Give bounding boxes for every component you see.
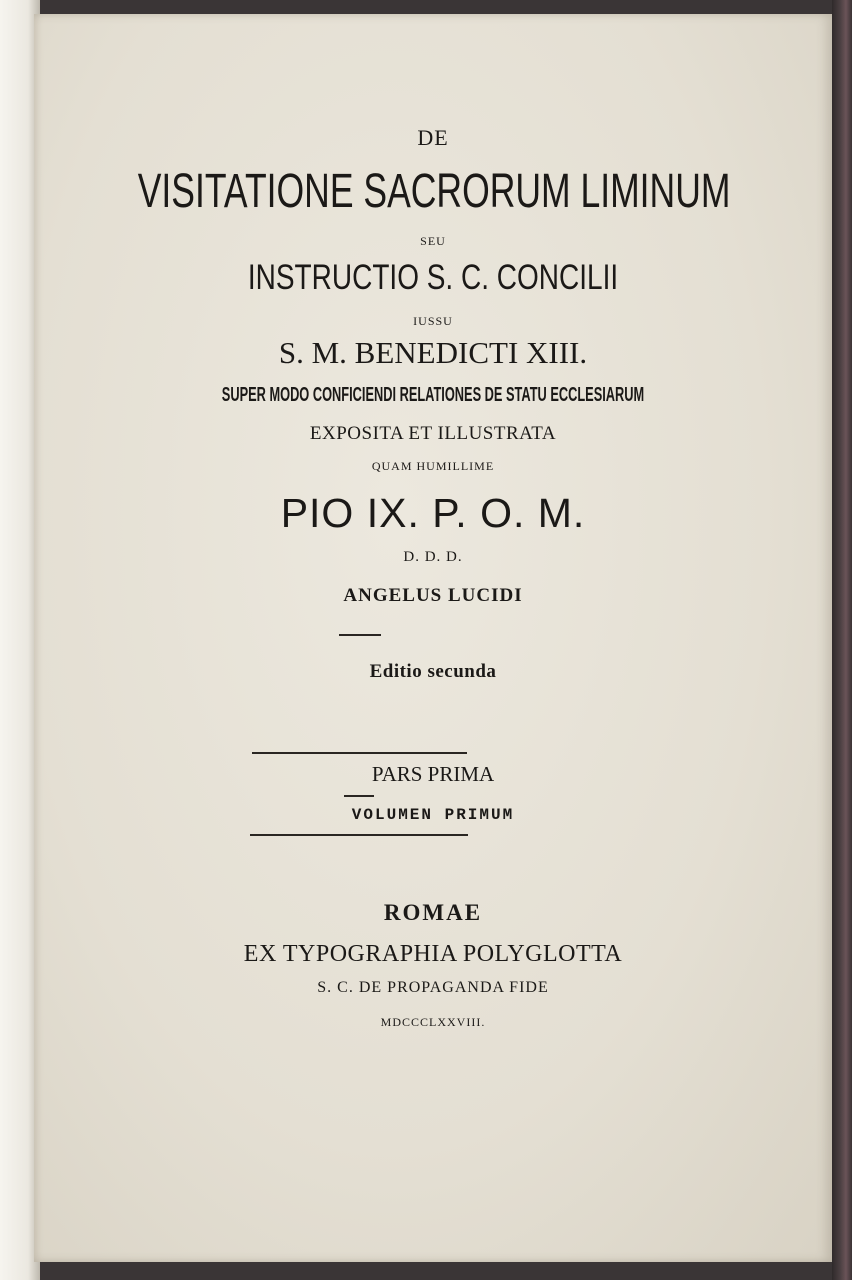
dedicatee-line: PIO IX. P. O. M. — [280, 490, 586, 536]
title-de: DE — [417, 125, 449, 150]
press-sub-line: S. C. DE PROPAGANDA FIDE — [317, 979, 549, 996]
rule-above-pars — [252, 752, 467, 754]
short-rule — [339, 634, 381, 636]
page-stack-edge — [832, 0, 852, 1280]
city-line: ROMAE — [383, 900, 483, 925]
iussu-line: IUSSU — [413, 314, 453, 328]
year-line: MDCCCLXXVIII. — [380, 1015, 486, 1029]
edition-line: Editio secunda — [369, 661, 497, 682]
super-modo-line: SUPER MODO CONFICIENDI RELATIONES DE STATU ECCLESIARUM — [221, 384, 645, 406]
ddd-line: D. D. D. — [403, 549, 463, 565]
instructio-line: INSTRUCTIO S. C. CONCILII — [247, 258, 619, 297]
conjunction-seu: SEU — [420, 234, 446, 248]
quam-line: QUAM HUMILLIME — [371, 459, 495, 473]
press-line: EX TYPOGRAPHIA POLYGLOTTA — [243, 941, 623, 967]
volumen-line: VOLUMEN PRIMUM — [351, 806, 515, 824]
pars-line: PARS PRIMA — [371, 762, 495, 786]
main-title: VISITATIONE SACRORUM LIMINUM — [137, 165, 731, 218]
rule-below-volumen — [250, 834, 468, 836]
benedicti-line: S. M. BENEDICTI XIII. — [278, 335, 588, 370]
exposita-line: EXPOSITA ET ILLUSTRATA — [309, 423, 557, 444]
author-line: ANGELUS LUCIDI — [343, 585, 523, 606]
rule-between-pars-volumen — [344, 795, 374, 797]
